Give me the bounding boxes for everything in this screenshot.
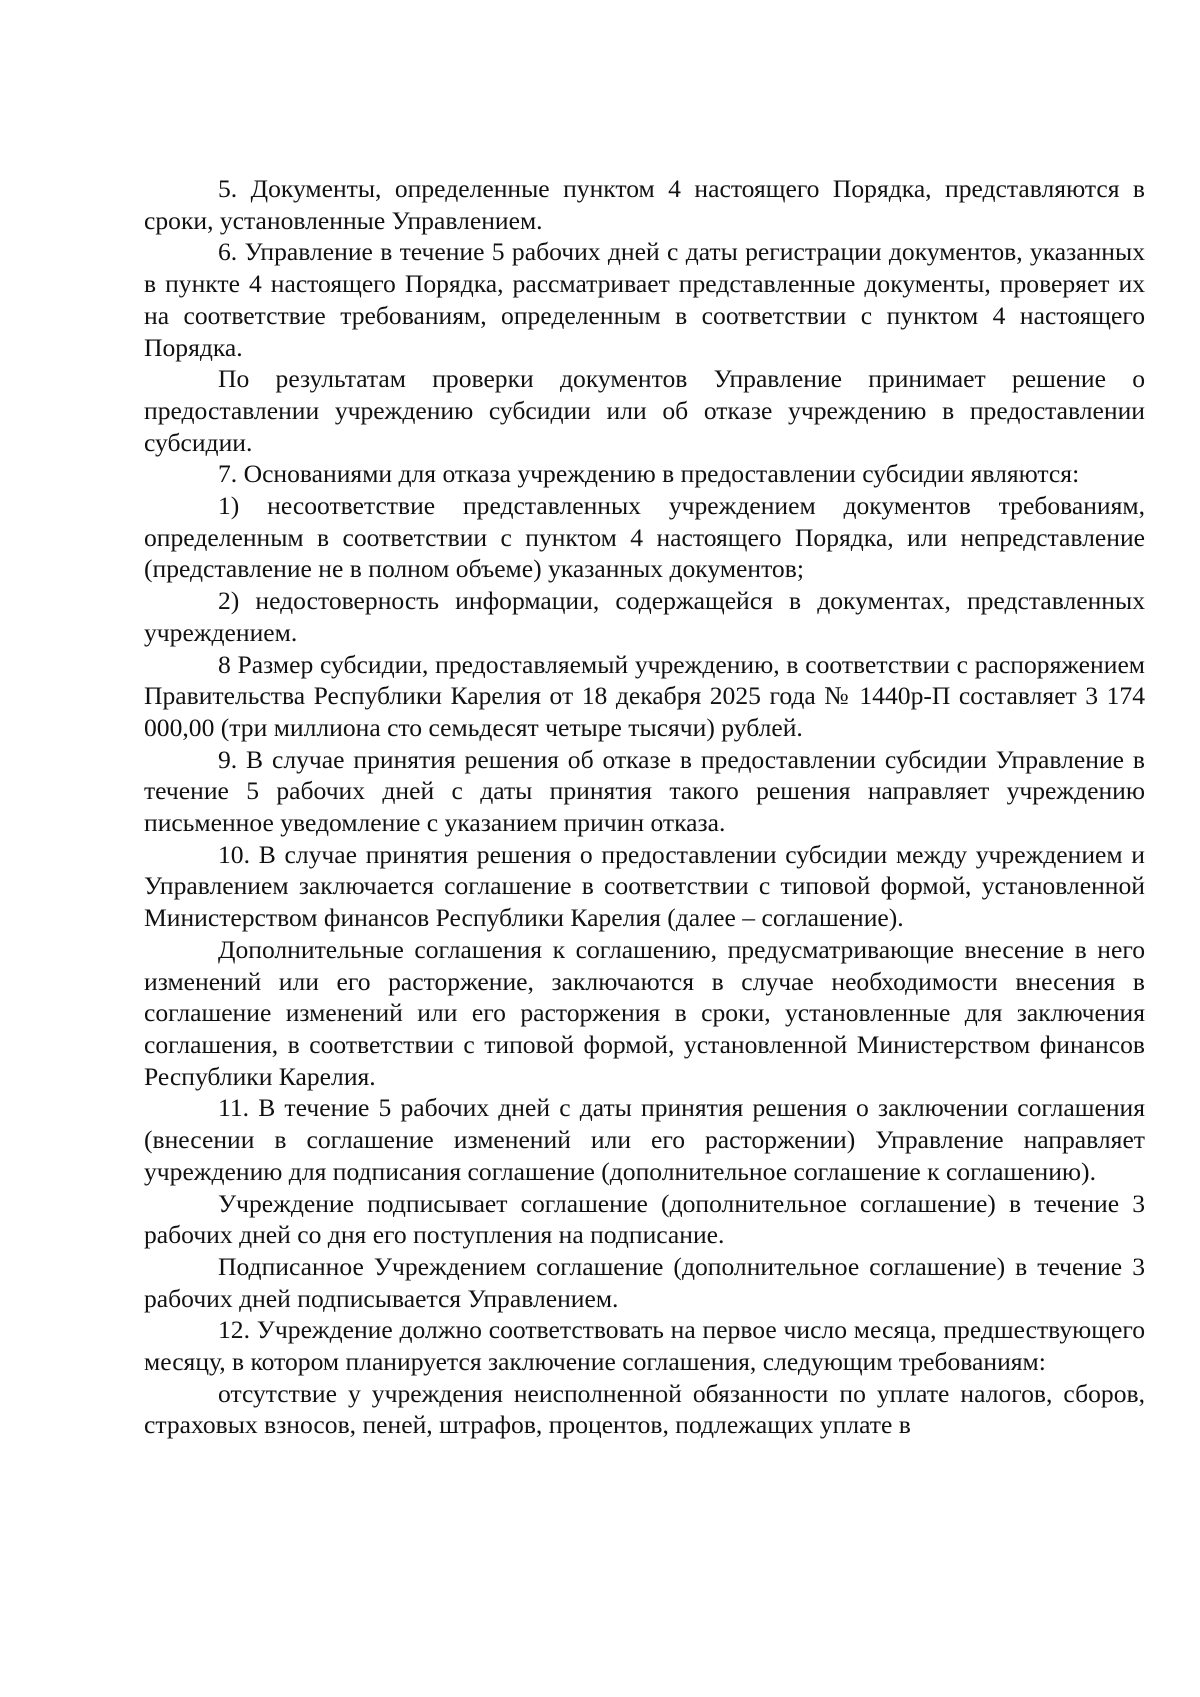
paragraph-item-10: 10. В случае принятия решения о предоставлении субсидии между учреждением и Управлением заключается соглашение в соответствии с типовой формой, установленной Министерством финансов Республики Карелия (далее – соглашение). (144, 839, 1145, 933)
paragraph-item-6-decision: По результатам проверки документов Управление принимает решение о предоставлении учреждению субсидии или об отказе учреждению в предоставлении субсидии. (144, 364, 1145, 457)
paragraph-item-10-additional: Дополнительные соглашения к соглашению, предусматривающие внесение в него изменений или его расторжение, заключаются в случае необходимости внесения в соглашение изменений или его расторжения в сроки, установленные для заключения соглашения, в соответствии с типовой формой, установленной Министерством финансов Республики Карелия. (144, 934, 1145, 1091)
paragraph-item-5: 5. Документы, определенные пунктом 4 настоящего Порядка, представляются в сроки, установленные Управлением. (144, 174, 1145, 235)
paragraph-item-11: 11. В течение 5 рабочих дней с даты принятия решения о заключении соглашения (внесении в соглашение изменений или его расторжении) Управление направляет учреждению для подписания соглашение (дополнительное соглашение к соглашению). (144, 1093, 1145, 1186)
paragraph-item-7: 7. Основаниями для отказа учреждению в предоставлении субсидии являются: (218, 459, 1080, 489)
paragraph-item-6: 6. Управление в течение 5 рабочих дней с даты регистрации документов, указанных в пункте 4 настоящего Порядка, рассматривает представленные документы, проверяет их на соответствие требованиям, определенным в соответствии с пунктом 4 настоящего Порядка. (144, 237, 1145, 362)
document-page (144, 173, 1145, 1441)
paragraph-item-7-2: 2) недостоверность информации, содержащейся в документах, представленных учреждением. (144, 586, 1145, 647)
paragraph-item-11-sign: Учреждение подписывает соглашение (дополнительное соглашение) в течение 3 рабочих дней со дня его поступления на подписание. (144, 1188, 1145, 1250)
paragraph-item-11-signed: Подписанное Учреждением соглашение (дополнительное соглашение) в течение 3 рабочих дней подписывается Управлением. (144, 1251, 1145, 1313)
paragraph-item-12-requirement: отсутствие у учреждения неисполненной обязанности по уплате налогов, сборов, страховых взносов, пеней, штрафов, процентов, подлежащих уплате в (144, 1378, 1145, 1440)
paragraph-item-7-1: 1) несоответствие представленных учреждением документов требованиям, определенным в соответствии с пунктом 4 настоящего Порядка, или непредставление (представление не в полном объеме) указанных документов; (144, 491, 1145, 584)
paragraph-item-9: 9. В случае принятия решения об отказе в предоставлении субсидии Управление в течение 5 рабочих дней с даты принятия такого решения направляет учреждению письменное уведомление с указанием причин отказа. (144, 744, 1145, 838)
paragraph-item-8: 8 Размер субсидии, предоставляемый учреждению, в соответствии с распоряжением Правительства Республики Карелия от 18 декабря 2025 года № 1440р-П составляет 3 174 000,00 (три миллиона сто семьдесят четыре тысячи) рублей. (144, 649, 1145, 742)
paragraph-item-12: 12. Учреждение должно соответствовать на первое число месяца, предшествующего месяцу, в котором планируется заключение соглашения, следующим требованиям: (144, 1315, 1145, 1377)
